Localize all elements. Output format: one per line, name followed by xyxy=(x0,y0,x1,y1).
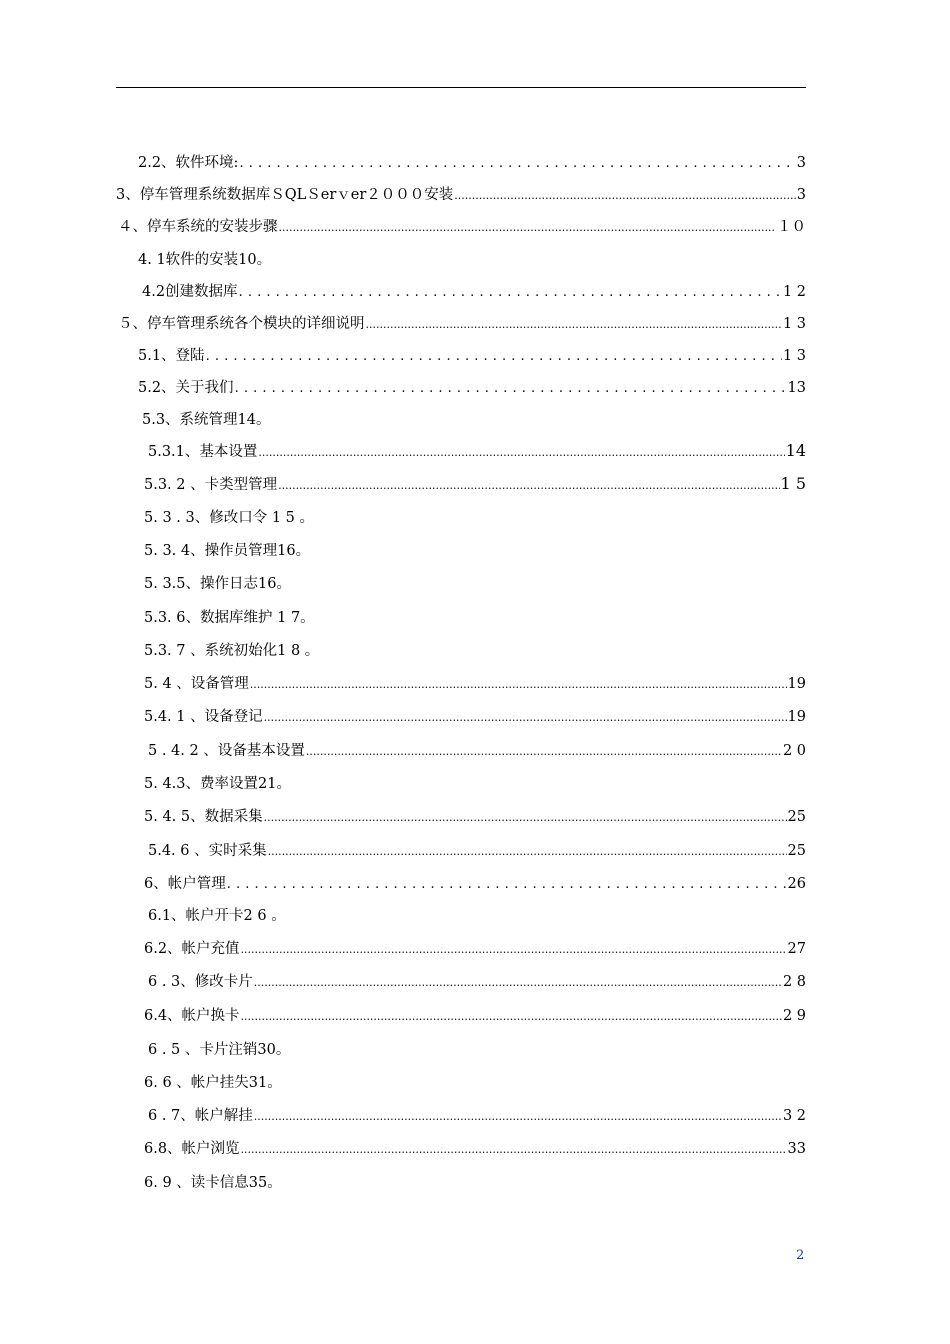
toc-entry-page: 3 2 xyxy=(782,1108,806,1124)
toc-entry-label: 5.3.1、基本设置 xyxy=(148,444,258,460)
toc-entry[interactable] xyxy=(148,904,286,925)
toc-entry[interactable] xyxy=(148,739,806,760)
toc-leader xyxy=(306,743,782,759)
toc-entry[interactable] xyxy=(138,151,806,172)
toc-entry[interactable] xyxy=(144,506,314,527)
toc-entry-label: 5. 4.3、费率设置21。 xyxy=(144,776,291,792)
toc-leader xyxy=(235,380,787,396)
toc-entry-page: 1 3 xyxy=(782,348,806,364)
toc-entry-label: 6.4、帐户换卡 xyxy=(144,1008,240,1024)
toc-entry-label: 5.4. 6 、实时采集 xyxy=(148,843,267,859)
toc-entry-page: 25 xyxy=(787,809,806,825)
toc-leader xyxy=(241,1141,787,1157)
toc-entry-label: 5. 4. 5、数据采集 xyxy=(144,809,263,825)
toc-entry-label: 6 . 7、帐户解挂 xyxy=(148,1108,253,1124)
toc-entry-label: 5. 4 、设备管理 xyxy=(144,676,249,692)
toc-entry-label: 5 . 4. 2 、设备基本设置 xyxy=(148,743,305,759)
toc-entry-page: 3 xyxy=(796,187,806,203)
toc-entry-label: 6 . 3、修改卡片 xyxy=(148,974,253,990)
toc-entry-label: 6、帐户管理 xyxy=(144,876,226,892)
toc-entry-page: 27 xyxy=(787,941,806,957)
toc-leader xyxy=(239,284,782,300)
toc-entry-page: 3 xyxy=(796,155,806,171)
toc-entry-label: 5.1、登陆 xyxy=(138,348,205,364)
toc-leader xyxy=(241,941,787,957)
toc-entry[interactable] xyxy=(144,1137,806,1158)
toc-leader xyxy=(254,1108,782,1124)
toc-leader xyxy=(268,843,787,859)
toc-entry[interactable] xyxy=(138,248,271,269)
toc-leader xyxy=(241,1008,782,1024)
toc-entry[interactable] xyxy=(148,970,806,991)
toc-leader xyxy=(264,809,787,825)
toc-entry-label: 6. 9 、读卡信息35。 xyxy=(144,1175,282,1191)
toc-entry[interactable] xyxy=(142,408,271,429)
toc-entry-label: 6.8、帐户浏览 xyxy=(144,1141,240,1157)
toc-leader xyxy=(258,444,784,460)
toc-entry-label: 2.2、软件环境: xyxy=(138,155,239,171)
toc-entry-label: 5.2、关于我们 xyxy=(138,380,234,396)
toc-entry[interactable] xyxy=(144,705,806,726)
toc-leader xyxy=(250,676,787,692)
toc-entry-page: 13 xyxy=(787,380,806,396)
toc-entry-label: 6 . 5 、卡片注销30。 xyxy=(148,1042,291,1058)
toc-leader xyxy=(454,187,796,203)
toc-leader xyxy=(239,155,795,171)
toc-entry[interactable] xyxy=(144,872,806,893)
toc-entry-label: 6.1、帐户开卡2 6 。 xyxy=(148,908,286,924)
toc-leader xyxy=(227,876,787,892)
toc-entry-page: １０ xyxy=(777,219,806,235)
toc-entry-label: ４、停车系统的安装步骤 xyxy=(118,219,278,235)
toc-leader xyxy=(254,974,782,990)
toc-entry[interactable] xyxy=(148,1038,290,1059)
toc-entry[interactable] xyxy=(144,639,319,660)
toc-entry[interactable] xyxy=(118,215,806,236)
toc-entry-page: 1 2 xyxy=(782,284,806,300)
toc-leader xyxy=(279,219,777,235)
toc-entry[interactable] xyxy=(144,606,315,627)
toc-entry-label: 6. 6 、帐户挂失31。 xyxy=(144,1075,282,1091)
toc-entry-page: 2 0 xyxy=(782,743,806,759)
toc-entry-page: 1 5 xyxy=(780,474,806,493)
toc-entry[interactable] xyxy=(144,805,806,826)
toc-entry[interactable] xyxy=(116,183,806,204)
toc-entry[interactable] xyxy=(138,344,806,365)
toc-entry-page: 1 3 xyxy=(782,316,806,332)
toc-entry[interactable] xyxy=(118,312,806,333)
toc-entry[interactable] xyxy=(144,772,291,793)
toc-entry-page: 26 xyxy=(787,876,806,892)
toc-entry-label: 5. 3.5、操作日志16。 xyxy=(144,576,291,592)
toc-entry-label: 4.2创建数据库 xyxy=(142,284,238,300)
toc-entry-label: 5.4. 1 、设备登记 xyxy=(144,709,263,725)
toc-entry-page: 25 xyxy=(787,843,806,859)
toc-entry-label: 5.3、系统管理14。 xyxy=(142,412,271,428)
toc-entry-label: 5.3. 6、数据库维护 1 7。 xyxy=(144,610,315,626)
toc-entry[interactable] xyxy=(148,839,806,860)
toc-leader xyxy=(366,316,782,332)
toc-entry[interactable] xyxy=(144,1071,282,1092)
toc-entry-page: 2 9 xyxy=(782,1008,806,1024)
toc-entry-page: 19 xyxy=(787,709,806,725)
toc-entry[interactable] xyxy=(144,937,806,958)
toc-entry-label: ５、停车管理系统各个模块的详细说明 xyxy=(118,316,365,332)
toc-entry-page: 2 8 xyxy=(782,974,806,990)
toc-entry[interactable] xyxy=(144,1004,806,1025)
toc-entry-page: 14 xyxy=(785,441,806,460)
toc-entry-label: 4. 1软件的安装10。 xyxy=(138,252,272,268)
toc-leader xyxy=(206,348,782,364)
toc-leader xyxy=(264,709,787,725)
toc-entry[interactable] xyxy=(148,1104,806,1125)
toc-entry[interactable] xyxy=(144,473,806,494)
toc-entry-label: 5.3. 2 、卡类型管理 xyxy=(144,477,278,493)
toc-entry[interactable] xyxy=(138,376,806,397)
toc-entry-page: 33 xyxy=(787,1141,806,1157)
toc-entry-label: 3、停车管理系统数据库ＳQLＳerｖer２０００安装 xyxy=(116,187,454,203)
toc-entry-label: 5. 3. 4、操作员管理16。 xyxy=(144,543,311,559)
toc-entry[interactable] xyxy=(144,672,806,693)
toc-entry[interactable] xyxy=(144,572,291,593)
page-number: 2 xyxy=(796,1248,805,1263)
toc-leader xyxy=(278,477,779,493)
toc-entry-label: 5. 3 . 3、修改口令 1 5 。 xyxy=(144,510,314,526)
toc-entry[interactable] xyxy=(144,539,310,560)
toc-entry[interactable] xyxy=(148,440,806,461)
toc-entry-label: 6.2、帐户充值 xyxy=(144,941,240,957)
toc-entry-page: 19 xyxy=(787,676,806,692)
toc-entry[interactable] xyxy=(142,280,806,301)
toc-entry-label: 5.3. 7 、系统初始化1 8 。 xyxy=(144,643,320,659)
toc-entry[interactable] xyxy=(144,1171,282,1192)
